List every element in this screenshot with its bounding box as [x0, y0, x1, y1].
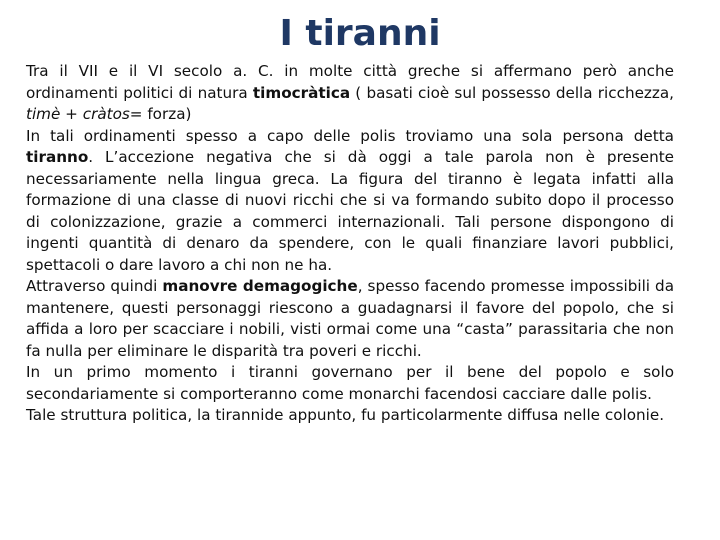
bold-term-timocratica: timocràtica — [252, 83, 351, 102]
text-run: In un primo momento i tiranni governano per il bene del popolo e solo secondariamente si comporteranno come monarchi facendosi cacciare dalle polis. — [26, 363, 674, 403]
paragraph-colonies — [26, 405, 674, 427]
text-run: ( basati cioè sul possesso della ricchezza, — [350, 83, 674, 102]
text-run: = forza) — [129, 105, 192, 123]
slide-title: I tiranni — [279, 13, 441, 54]
slide-body — [26, 61, 674, 427]
paragraph-governance — [26, 362, 674, 405]
paragraph-timocracy — [26, 61, 674, 126]
text-run: . L’accezione negativa che si dà oggi a tale parola non è presente necessariamente nella lingua greca. La figura del tiranno è legata infatti alla formazione di una classe di nuovi ricchi che si va formando subito dopo il processo di colonizzazione, grazie a commerci internazionali. Tali persone dispongono di ingenti quantità di denaro da spendere, con le quali finanziare lavori pubblici, spettacoli o dare lavoro a chi non ne ha. — [26, 148, 674, 274]
bold-term-tiranno: tiranno — [26, 148, 89, 166]
paragraph-demagogy — [26, 276, 674, 362]
text-run: Attraverso quindi — [26, 277, 163, 295]
italic-term-cratos: cràtos — [82, 105, 130, 123]
text-run: + — [60, 105, 83, 123]
bold-term-manovre-demagogiche: manovre demagogiche — [162, 277, 358, 295]
text-run: Tra il VII e il VI secolo a. C. in molte città greche si affermano però anche ordinamenti politici di natura — [26, 62, 674, 102]
text-run: In tali ordinamenti spesso a capo delle polis troviamo una sola persona detta — [26, 126, 674, 145]
text-run: , spesso facendo promesse impossibili da mantenere, questi personaggi riescono a guadagnarsi il favore del popolo, che si affida a loro per scacciare i nobili, visti ormai come una “casta” parassitaria che non fa nulla per eliminare le disparità tra poveri e ricchi. — [26, 277, 675, 360]
text-run: Tale struttura politica, la tirannide appunto, fu particolarmente diffusa nelle colonie. — [26, 406, 665, 424]
paragraph-tyrant — [26, 126, 674, 277]
italic-term-time: timè — [26, 105, 61, 123]
